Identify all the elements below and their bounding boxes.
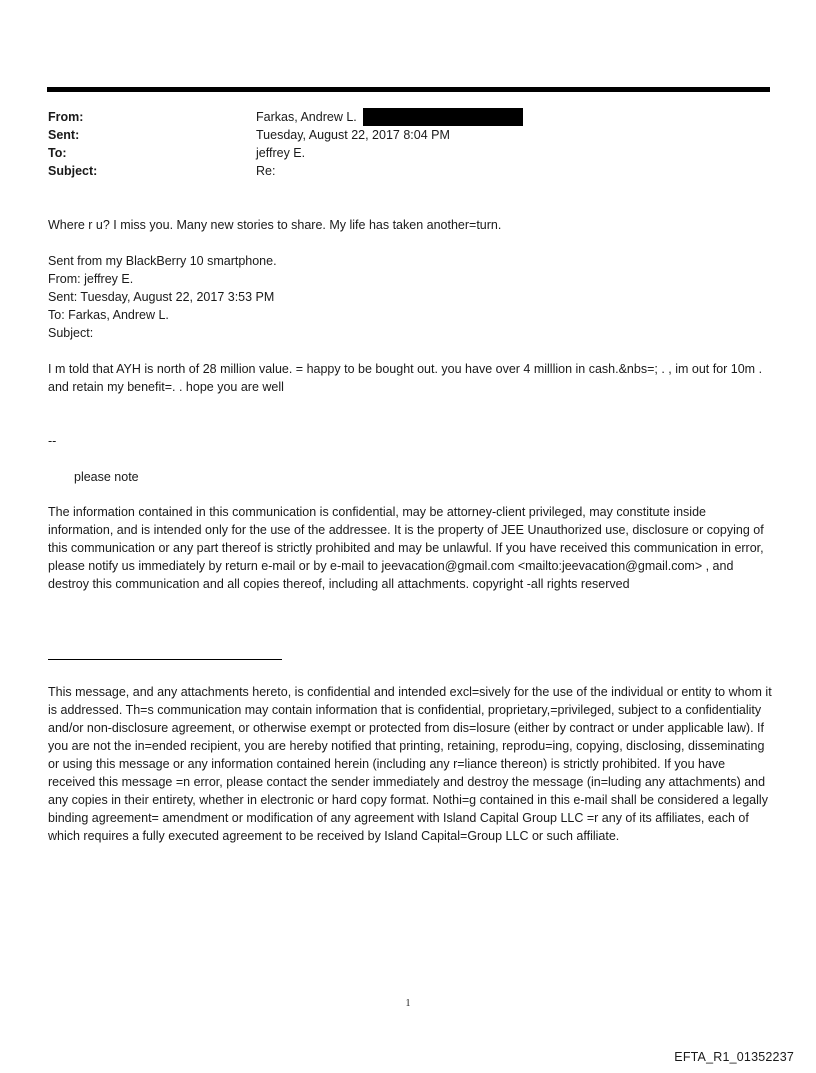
sent-label: Sent: [48, 128, 80, 142]
from-label: From: [48, 110, 84, 124]
quoted-line: To: Farkas, Andrew L. [48, 308, 169, 322]
sent-row [48, 126, 748, 144]
separator-line [48, 659, 282, 660]
please-note: please note [74, 470, 139, 484]
quoted-line: From: jeffrey E. [48, 272, 134, 286]
from-value: Farkas, Andrew L. [256, 110, 357, 124]
to-row [48, 144, 748, 162]
subject-label: Subject: [48, 164, 98, 178]
quoted-line: Sent: Tuesday, August 22, 2017 3:53 PM [48, 290, 275, 304]
page-number: 1 [405, 998, 411, 1009]
to-label: To: [48, 146, 67, 160]
subject-value: Re: [256, 164, 276, 178]
sent-value: Tuesday, August 22, 2017 8:04 PM [256, 128, 450, 142]
header-rule [47, 87, 770, 92]
subject-row [48, 162, 748, 180]
quoted-line: Subject: [48, 326, 94, 340]
to-value: jeffrey E. [256, 146, 306, 160]
disclaimer: This message, and any attachments hereto, is confidential and intended excl=sively for the use of the individual or entity to whom it is addressed. Th=s communication may contain information that is confidential, proprietary,=privileged, subject to a confidentiality and/or non-disclosure agreement, or otherwise exempt or protected from dis=losure (either by contract or under applicable law). If you are not the in=ended recipient, you are hereby notified that printing, retaining, reprodu=ing, copying, disclosing, disseminating or using this message or any information contained herein (including any r=liance thereon) is strictly prohibited. If you have received this message =n error, please contact the sender immediately and destroy the message (in=luding any attachments) and any copies in their entirety, whether in electronic or hard copy format. Nothi=g contained in this e-mail shall be considered a legally binding agreement= amendment or modification of any agreement with Island Capital Group LLC =r any of its affiliates, each of which requires a fully executed agreement to be received by Island Capital=Group LLC or such affiliate. [48, 685, 772, 843]
original-message: I m told that AYH is north of 28 million value. = happy to be bought out. you have over 4 milllion in cash.&nbs=; . , im out for 10m . and retain my benefit=. . hope you are well [48, 362, 763, 394]
reply-text: Where r u? I miss you. Many new stories to share. My life has taken another=turn. [48, 218, 502, 232]
signature-dashes: -- [48, 434, 57, 448]
confidentiality-notice: The information contained in this communication is confidential, may be attorney-client privileged, may constitute inside information, and is intended only for the use of the addressee. It is the property of JEE Unauthorized use, disclosure or copying of this communication or any part thereof is strictly prohibited and may be unlawful. If you have received this communication in error, please notify us immediately by return e-mail or by e-mail to jeevacation@gmail.com <mailto:jeevacation@gmail.com> , and destroy this communication and all copies thereof, including all attachments. copyright -all rights reserved [48, 505, 764, 591]
quoted-line: Sent from my BlackBerry 10 smartphone. [48, 254, 277, 268]
document-id: EFTA_R1_01352237 [674, 1050, 794, 1064]
from-row [48, 108, 748, 126]
redaction-box [363, 108, 523, 126]
quoted-header [48, 252, 773, 342]
email-header [48, 108, 748, 180]
